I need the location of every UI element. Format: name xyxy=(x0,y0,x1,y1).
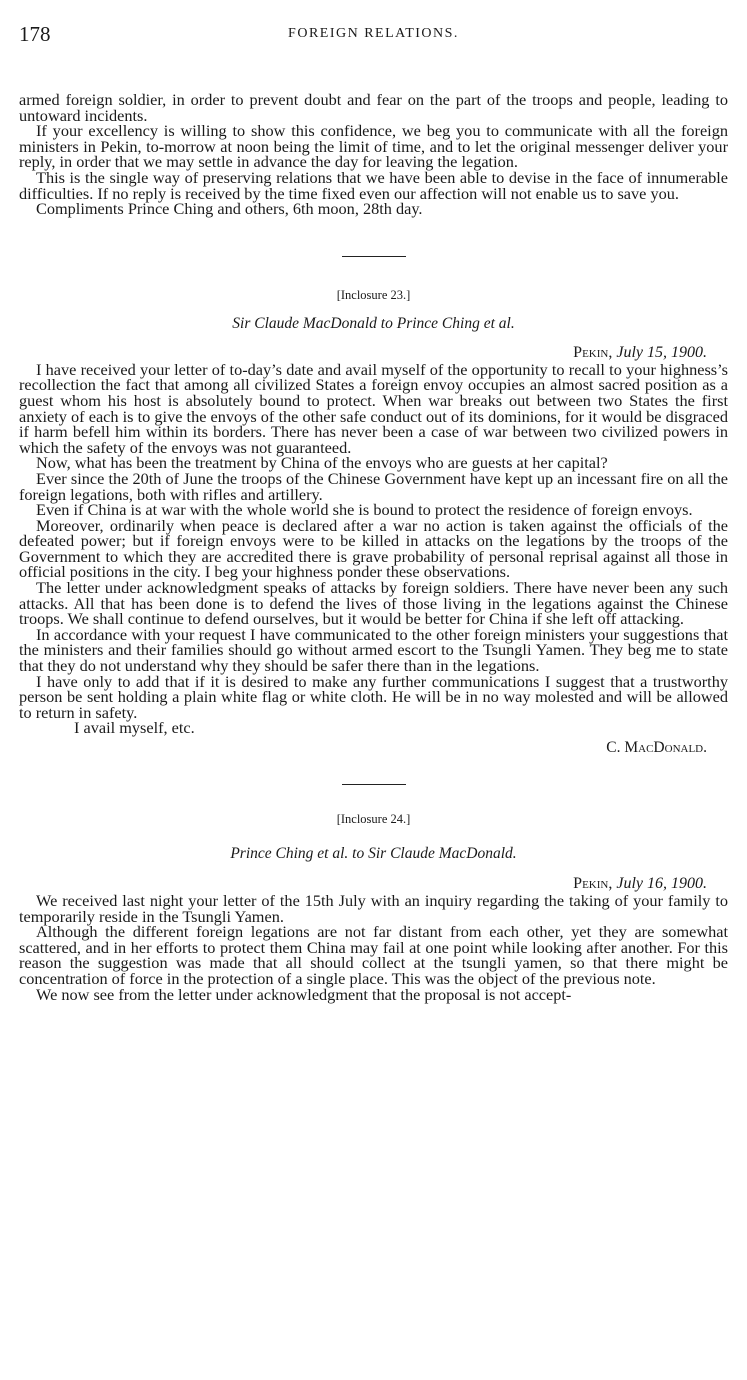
paragraph: If your excellency is willing to show this confidence, we beg you to communicate with all the foreign ministers in Pekin, to-morrow at noon being the limit of time, and to let the original messenger deliver your reply, in order that we may settle in advance the day for leaving the legation. xyxy=(19,121,728,172)
paragraph: We now see from the letter under acknowledgment that the proposal is not accept- xyxy=(36,984,572,1004)
closing-line: I avail myself, etc. xyxy=(74,718,195,738)
dateline-place: Pekin, xyxy=(573,343,613,361)
paragraph: Even if China is at war with the whole world she is bound to protect the residence of foreign envoys. xyxy=(36,500,693,520)
paragraph: Ever since the 20th of June the troops of the Chinese Government have kept up an incessant fire on all the foreign legations, both with rifles and artillery. xyxy=(19,468,728,504)
paragraph: In accordance with your request I have communicated to the other foreign ministers your suggestions that the ministers and their families should go without armed escort to the Tsungli Yamen. They beg me to state that they do not understand why they should be safer there than in the legations. xyxy=(19,624,728,676)
paragraph: The letter under acknowledgment speaks of attacks by foreign soldiers. There have never been any such attacks. All that has been done is to defend the lives of those living in the legations against the Chinese troops. We shall continue to defend ourselves, but it would be better for China if she left off attacking. xyxy=(19,578,728,629)
paragraph: I have only to add that if it is desired to make any further communications I suggest that a trustworthy person be sent holding a plain white flag or white cloth. He will be in no way molested and will be allowed to return in safety. xyxy=(19,671,728,722)
paragraph: I have received your letter of to-day’s date and avail myself of the opportunity to recall to your highness’s recollection the fact that among all civilized States a foreign envoy occupies an almost sacred position as a guest whom his host is absolutely bound to protect. When war breaks out between two States the first anxiety of each is to give the envoys of the other safe conduct out of its dominions, for it would be disgraced if harm befell him within its borders. There has never been a case of war between two civilized powers in which the safety of the envoys was not guaranteed. xyxy=(19,359,728,457)
paragraph: We received last night your letter of the 15th July with an inquiry regarding the taking of your family to temporarily reside in the Tsungli Yamen. xyxy=(19,891,728,926)
paragraph: Moreover, ordinarily when peace is declared after a war no action is taken against the officials of the defeated power; but if foreign envoys were to be killed in attacks on the legations by the troops of the Government to which they are accredited there is grave probability of personal reprisal against all those in official positions in the city. I beg your highness ponder these observations. xyxy=(19,515,728,582)
dateline-date: July 15, 1900. xyxy=(616,343,707,361)
running-head-title: FOREIGN RELATIONS. xyxy=(288,26,459,41)
page-number: 178 xyxy=(19,22,51,46)
section-divider xyxy=(342,784,406,785)
running-head xyxy=(19,22,728,52)
inclosure-24 xyxy=(19,811,728,1002)
paragraph: armed foreign soldier, in order to prevent doubt and fear on the part of the troops and people, leading to untoward incidents. xyxy=(19,90,728,125)
inclosure-label: [Inclosure 24.] xyxy=(336,812,411,826)
continued-letter xyxy=(19,92,728,217)
letter-heading: Prince Ching et al. to Sir Claude MacDonald. xyxy=(230,845,517,862)
inclosure-23 xyxy=(19,287,728,756)
inclosure-label: [Inclosure 23.] xyxy=(336,287,411,302)
letter-heading: Sir Claude MacDonald to Prince Ching et al. xyxy=(232,314,515,332)
paragraph: Now, what has been the treatment by China of the envoys who are guests at her capital? xyxy=(36,453,608,473)
dateline-date: July 16, 1900. xyxy=(616,875,707,892)
paragraph: This is the single way of preserving relations that we have been able to devise in the face of innumerable difficulties. If no reply is received by the time fixed even our affection will not enable us to save you. xyxy=(19,167,728,203)
paragraph: Although the different foreign legations are not far distant from each other, yet they are somewhat scattered, and in her efforts to protect them China may fail at one point while looking after another. For this reason the suggestion was made that all should collect at the tsungli yamen, so that there might be concentration of force in the protection of a single place. This was the object of the previous note. xyxy=(19,922,728,988)
paragraph: Compliments Prince Ching and others, 6th moon, 28th day. xyxy=(36,199,423,219)
signature: C. MacDonald. xyxy=(606,739,707,756)
dateline-place: Pekin, xyxy=(573,875,613,892)
section-divider xyxy=(342,256,406,257)
